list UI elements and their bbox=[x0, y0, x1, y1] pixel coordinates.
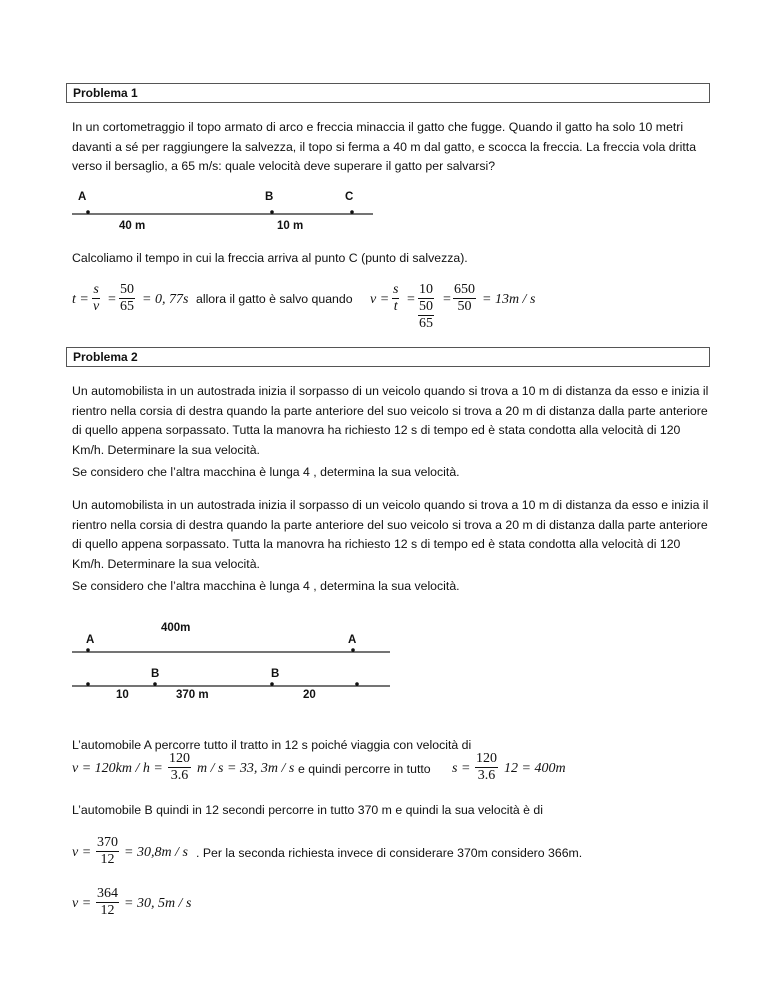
car-b-end-dot bbox=[270, 682, 274, 686]
problem2-text-2: Se considero che l’altra macchina è lunga 4 , determina la sua velocità. bbox=[72, 465, 460, 479]
car-a-start-dot bbox=[86, 648, 90, 652]
problem1-diagram bbox=[60, 185, 390, 235]
point-b-label: B bbox=[265, 191, 274, 203]
car-a-end-dot bbox=[351, 648, 355, 652]
point-a-dot bbox=[86, 210, 90, 214]
dist-370m-label: 370 m bbox=[176, 689, 209, 701]
problem2-text-1: Un automobilista in un autostrada inizia il sorpasso di un veicolo quando si trova a 10 m di distanza da esso e inizia il rientro nella corsia di destra quando la parte anteriore del suo veicolo si trova a 20 m di distanza dalla parte anteriore di quello appena sorpassato. Tutta la manovra ha richiesto 12 s di tempo ed è stata condotta alla velocità di 120 Km/h. Determinare la sua velocità. bbox=[72, 384, 709, 457]
point-c-dot bbox=[350, 210, 354, 214]
car-a-intro: L’automobile A percorre tutto il tratto in 12 s poiché viaggia con velocità di bbox=[72, 738, 472, 752]
gap-end-dot bbox=[355, 682, 359, 686]
car-b-left-label: B bbox=[151, 668, 160, 680]
dist-40m-label: 40 m bbox=[119, 220, 146, 232]
eq-mid-text: allora il gatto è salvo quando bbox=[196, 292, 353, 306]
dist-400m-label: 400m bbox=[161, 622, 191, 634]
dist-20-label: 20 bbox=[303, 689, 316, 701]
car-b-start-dot bbox=[153, 682, 157, 686]
car-b-right-label: B bbox=[271, 668, 280, 680]
problem2-diagram bbox=[60, 620, 400, 700]
dist-10-label: 10 bbox=[116, 689, 129, 701]
problem1-text: In un cortometraggio il topo armato di arco e freccia minaccia il gatto che fugge. Quando il gatto ha solo 10 metri davanti a sé per raggiungere la salvezza, il topo si ferma a 40 m dal gatto, e scocca la freccia. La freccia vola dritta verso il bersaglio, a 65 m/s: quale velocità deve superare il gatto per salvarsi? bbox=[72, 120, 697, 174]
problem1-header: Problema 1 bbox=[66, 83, 710, 103]
car-a-left-label: A bbox=[86, 634, 95, 646]
point-b-dot bbox=[270, 210, 274, 214]
problem2-text-4: Se considero che l’altra macchina è lunga 4 , determina la sua velocità. bbox=[72, 579, 460, 593]
point-a-label: A bbox=[78, 191, 87, 203]
car-b-intro: L’automobile B quindi in 12 secondi percorre in tutto 370 m e quindi la sua velocità è di bbox=[72, 803, 543, 817]
calc-intro: Calcoliamo il tempo in cui la freccia arriva al punto C (punto di salvezza). bbox=[72, 251, 468, 265]
car-a-right-label: A bbox=[348, 634, 357, 646]
dist-10m-label: 10 m bbox=[277, 220, 304, 232]
point-c-label: C bbox=[345, 191, 354, 203]
problem2-text-3: Un automobilista in un autostrada inizia il sorpasso di un veicolo quando si trova a 10 m di distanza da esso e inizia il rientro nella corsia di destra quando la parte anteriore del suo veicolo si trova a 20 m di distanza dalla parte anteriore di quello appena sorpassato. Tutta la manovra ha richiesto 12 s di tempo ed è stata condotta alla velocità di 120 Km/h. Determinare la sua velocità. bbox=[72, 498, 709, 571]
problem2-header: Problema 2 bbox=[66, 347, 710, 367]
gap-start-dot bbox=[86, 682, 90, 686]
